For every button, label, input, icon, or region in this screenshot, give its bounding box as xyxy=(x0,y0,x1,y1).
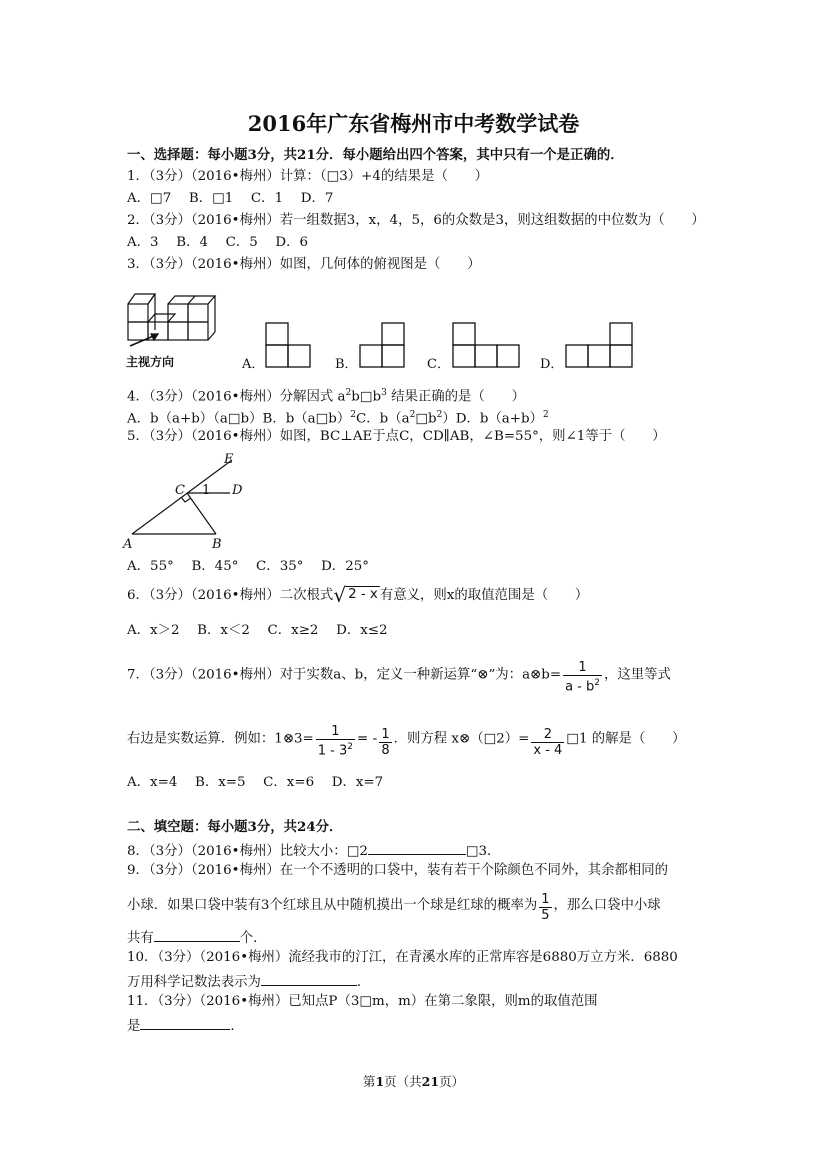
q7-stem-line2: 右边是实数运算．例如：1⊗3= $\frac{1}{1 - 3^2}$ = - $\frac{1}{8}$ ．则方程 x⊗（□2）= $\frac{2}{x - 4}$ □1 的解是（ ） xyxy=(127,724,686,759)
label-d: D xyxy=(232,483,243,498)
q3-option-d-figure xyxy=(566,323,632,367)
q3-option-b-figure xyxy=(360,323,404,367)
section-heading-choice: 一、选择题：每小题3分，共21分．每小题给出四个答案，其中只有一个是正确的． xyxy=(127,147,624,163)
label-1: 1 xyxy=(202,483,211,498)
q2-options: A．3 B．4 C．5 D．6 xyxy=(127,235,309,250)
q9-line2: 小球．如果口袋中装有3个红球且从中随机摸出一个球是红球的概率为 $\frac{1}{5}$ ，那么口袋中小球 xyxy=(127,892,661,923)
q7-stem-line1: 7．（3分）（2016•梅州）对于实数a、b，定义一种新运算“⊗”为：a⊗b= $\frac{1}{a - b^2}$ ，这里等式 xyxy=(127,660,671,695)
q4-stem: 4．（3分）（2016•梅州）分解因式 $a^2b□b^3$ 结果正确的是（ ） xyxy=(127,388,525,405)
q3-figures xyxy=(120,282,660,372)
q10-line2: 万用科学记数法表示为 ． xyxy=(127,971,370,992)
q3-view-direction-label: 主视方向 xyxy=(126,355,175,369)
q3-option-c-figure xyxy=(453,323,519,367)
q3-option-a-label: A． xyxy=(242,357,265,372)
q1-options: A．□7 B．□1 C．1 D．7 xyxy=(127,191,334,206)
label-e: E xyxy=(224,452,234,467)
q6-radical: √ 2 - x xyxy=(333,583,378,607)
q3-stem: 3．（3分）（2016•梅州）如图，几何体的俯视图是（ ） xyxy=(127,257,481,272)
q9-line3: 共有 个． xyxy=(127,927,267,948)
q4-options: A．b（a+b）（a□b）B．b（a□b）$^2$C．$b(a^2□b^2)D$．$b(a+b)^2$ xyxy=(127,410,549,427)
q9-probability-fraction: $\frac{1}{5}$ xyxy=(541,892,550,923)
q7-options: A．x=4 B．x=5 C．x=6 D．x=7 xyxy=(127,775,384,790)
q9-answer-blank xyxy=(154,927,240,942)
q3-option-a-figure xyxy=(266,323,310,367)
q7-definition-fraction: $\frac{1}{a - b^2}$ xyxy=(565,660,600,695)
q7-equation-fraction: $\frac{2}{x - 4}$ xyxy=(533,727,563,759)
q7-example-fraction: $\frac{1}{1 - 3^2}$ xyxy=(317,724,354,759)
q11-line1: 11．（3分）（2016•梅州）已知点P（3□m，m）在第二象限，则m的取值范围 xyxy=(127,994,598,1009)
q10-line1: 10．（3分）（2016•梅州）流经我市的汀江，在青溪水库的正常库容是6880万立方米．6880 xyxy=(127,950,678,965)
q5-options: A．55° B．45° C．35° D．25° xyxy=(127,559,369,574)
q3-option-c-label: C． xyxy=(427,357,450,372)
q3-option-d-label: D． xyxy=(540,357,564,372)
q6-options: A．x＞2 B．x＜2 C．x≥2 D．x≤2 xyxy=(127,623,388,638)
q3-solid-figure xyxy=(128,294,215,346)
q5-figure xyxy=(120,450,260,554)
current-page-number: 1 xyxy=(375,1074,385,1089)
total-page-count: 21 xyxy=(421,1074,440,1089)
page-title: 2016年广东省梅州市中考数学试卷 xyxy=(247,111,580,136)
section-heading-fill: 二、填空题：每小题3分，共24分． xyxy=(127,819,343,835)
q1-stem: 1．（3分）（2016•梅州）计算：（□3）+4的结果是（ ） xyxy=(127,169,489,184)
q8-stem: 8．（3分）（2016•梅州）比较大小：□2 □3． xyxy=(127,840,500,861)
q11-answer-blank xyxy=(140,1015,230,1030)
q10-answer-blank xyxy=(261,971,357,986)
q6-stem: 6．（3分）（2016•梅州）二次根式√ 2 - x 有意义，则x的取值范围是（ ） xyxy=(127,583,589,607)
label-b: B xyxy=(212,537,222,552)
q7-example-result-fraction: $\frac{1}{8}$ xyxy=(381,727,390,759)
label-a: A xyxy=(123,537,133,552)
label-c: C xyxy=(175,483,185,498)
page-footer: 第1页（共21页） xyxy=(362,1074,465,1089)
line-bc xyxy=(187,493,216,534)
q5-stem: 5．（3分）（2016•梅州）如图，BC⊥AE于点C，CD∥AB，∠B=55°，则∠1等于（ ） xyxy=(127,429,666,444)
q3-option-b-label: B． xyxy=(335,357,358,372)
q2-stem: 2．（3分）（2016•梅州）若一组数据3，x，4，5，6的众数是3，则这组数据的中位数为（ ） xyxy=(127,213,705,228)
q11-line2: 是 ． xyxy=(127,1015,244,1036)
q8-answer-blank xyxy=(368,840,466,855)
q9-line1: 9．（3分）（2016•梅州）在一个不透明的口袋中，装有若干个除颜色不同外，其余都相同的 xyxy=(127,863,669,878)
